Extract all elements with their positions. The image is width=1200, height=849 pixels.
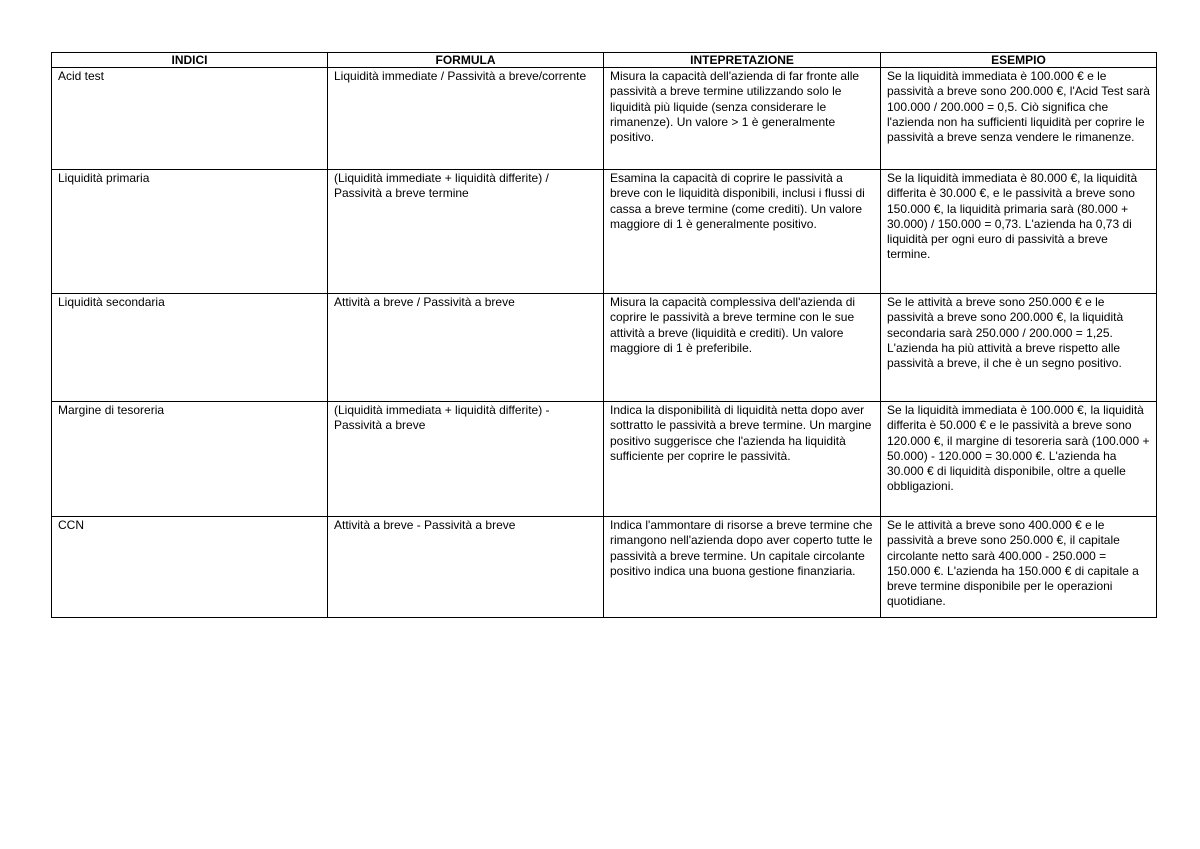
cell-interpretazione: Indica l'ammontare di risorse a breve termine che rimangono nell'azienda dopo aver coperto tutte le passività a breve termine. Un capitale circolante positivo indica una buona gestione finanziaria.: [604, 517, 881, 618]
cell-esempio: Se la liquidità immediata è 80.000 €, la liquidità differita è 30.000 €, e le passività a breve sono 150.000 €, la liquidità primaria sarà (80.000 + 30.000) / 150.000 = 0,73. L'azienda ha 0,73 di liquidità per ogni euro di passività a breve termine.: [881, 170, 1157, 294]
cell-esempio: Se le attività a breve sono 250.000 € e le passività a breve sono 200.000 €, la liquidità secondaria sarà 250.000 / 200.000 = 1,25. L'azienda ha più attività a breve rispetto alle passività a breve, il che è un segno positivo.: [881, 294, 1157, 402]
table-header: [52, 53, 1157, 68]
cell-formula: (Liquidità immediate + liquidità differite) / Passività a breve termine: [328, 170, 604, 294]
cell-interpretazione: Indica la disponibilità di liquidità netta dopo aver sottratto le passività a breve termine. Un margine positivo suggerisce che l'azienda ha liquidità sufficiente per coprire le passività.: [604, 402, 881, 517]
cell-esempio: Se le attività a breve sono 400.000 € e le passività a breve sono 250.000 €, il capitale circolante netto sarà 400.000 - 250.000 = 150.000 €. L'azienda ha 150.000 € di capitale a breve termine disponibile per le operazioni quotidiane.: [881, 517, 1157, 618]
cell-interpretazione: Misura la capacità dell'azienda di far fronte alle passività a breve termine utilizzando solo le liquidità più liquide (senza considerare le rimanenze). Un valore > 1 è generalmente positivo.: [604, 68, 881, 170]
cell-formula: Liquidità immediate / Passività a breve/corrente: [328, 68, 604, 170]
cell-indice: Acid test: [52, 68, 328, 170]
table-row-liquidita-primaria: [52, 170, 1157, 294]
cell-formula: Attività a breve / Passività a breve: [328, 294, 604, 402]
cell-indice: CCN: [52, 517, 328, 618]
header-indici: INDICI: [52, 53, 328, 68]
header-interpretazione: INTEPRETAZIONE: [604, 53, 881, 68]
cell-formula: (Liquidità immediata + liquidità differite) - Passività a breve: [328, 402, 604, 517]
cell-interpretazione: Esamina la capacità di coprire le passività a breve con le liquidità disponibili, inclusi i flussi di cassa a breve termine (come crediti). Un valore maggiore di 1 è generalmente positivo.: [604, 170, 881, 294]
table-body: [52, 68, 1157, 618]
cell-interpretazione: Misura la capacità complessiva dell'azienda di coprire le passività a breve termine con le sue attività a breve (liquidità e crediti). Un valore maggiore di 1 è preferibile.: [604, 294, 881, 402]
header-esempio: ESEMPIO: [881, 53, 1157, 68]
cell-indice: Margine di tesoreria: [52, 402, 328, 517]
cell-esempio: Se la liquidità immediata è 100.000 €, la liquidità differita è 50.000 € e le passività a breve sono 120.000 €, il margine di tesoreria sarà (100.000 + 50.000) - 120.000 = 30.000 €. L'azienda ha 30.000 € di liquidità disponibile, oltre a quelle obbligazioni.: [881, 402, 1157, 517]
table-row-margine-tesoreria: [52, 402, 1157, 517]
header-row: [52, 53, 1157, 68]
indici-table: [51, 52, 1157, 618]
cell-formula: Attività a breve - Passività a breve: [328, 517, 604, 618]
table-row-ccn: [52, 517, 1157, 618]
table-row-acid-test: [52, 68, 1157, 170]
header-formula: FORMULA: [328, 53, 604, 68]
cell-indice: Liquidità primaria: [52, 170, 328, 294]
cell-esempio: Se la liquidità immediata è 100.000 € e le passività a breve sono 200.000 €, l'Acid Test sarà 100.000 / 200.000 = 0,5. Ciò significa che l'azienda non ha sufficienti liquidità per coprire le passività a breve senza vendere le rimanenze.: [881, 68, 1157, 170]
cell-indice: Liquidità secondaria: [52, 294, 328, 402]
table-row-liquidita-secondaria: [52, 294, 1157, 402]
